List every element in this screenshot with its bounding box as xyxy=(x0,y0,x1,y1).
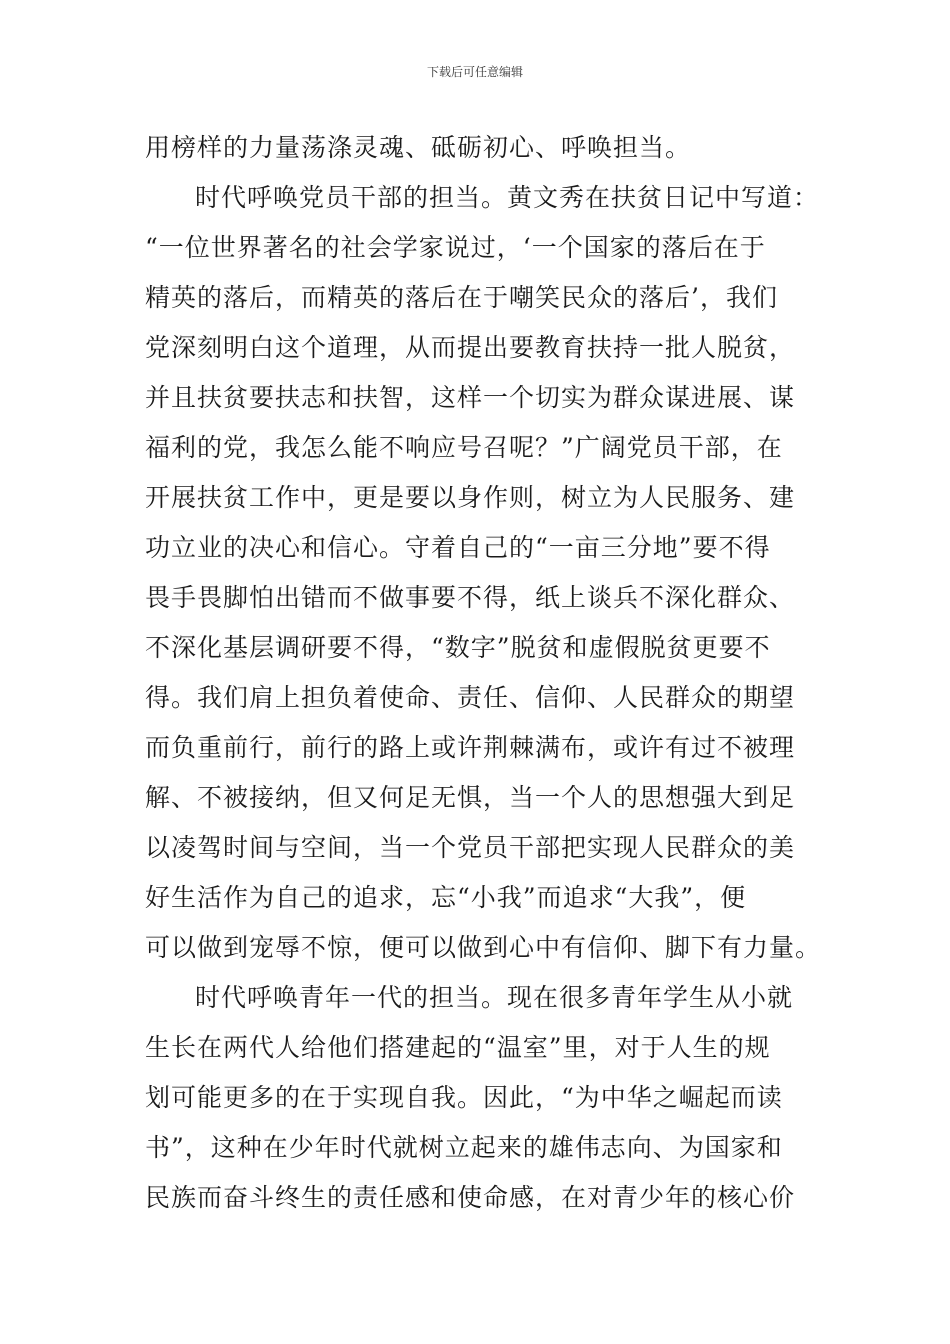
page-header-note: 下载后可任意编辑 xyxy=(426,65,523,79)
text-line: 福利的党，我怎么能不响应号召呢？”广阔党员干部，在 xyxy=(145,433,783,462)
text-line: 畏手畏脚怕出错而不做事要不得，纸上谈兵不深化群众、 xyxy=(145,583,796,612)
paragraph-start-line: 时代呼唤党员干部的担当。黄文秀在扶贫日记中写道： xyxy=(195,183,820,212)
text-line: 好生活作为自己的追求，忘“小我”而追求“大我”，便 xyxy=(145,883,747,912)
text-line: 功立业的决心和信心。守着自己的“一亩三分地”要不得 xyxy=(145,533,771,562)
text-line: 书”，这种在少年时代就树立起来的雄伟志向、为国家和 xyxy=(145,1133,783,1162)
text-line: 不深化基层调研要不得，“数字”脱贫和虚假脱贫更要不 xyxy=(145,633,771,662)
text-line: 并且扶贫要扶志和扶智，这样一个切实为群众谋进展、谋 xyxy=(145,383,796,412)
text-line: 党深刻明白这个道理，从而提出要教育扶持一批人脱贫， xyxy=(145,333,796,362)
text-line: 得。我们肩上担负着使命、责任、信仰、人民群众的期望 xyxy=(145,683,796,712)
paragraph-start-line: 时代呼唤青年一代的担当。现在很多青年学生从小就 xyxy=(195,983,794,1012)
text-line: 生长在两代人给他们搭建起的“温室”里，对于人生的规 xyxy=(145,1033,771,1062)
text-line: 可以做到宠辱不惊，便可以做到心中有信仰、脚下有力量。 xyxy=(145,933,822,962)
text-line: 以凌驾时间与空间，当一个党员干部把实现人民群众的美 xyxy=(145,833,796,862)
text-line: 用榜样的力量荡涤灵魂、砥砺初心、呼唤担当。 xyxy=(145,133,692,162)
text-line: 划可能更多的在于实现自我。因此，“为中华之崛起而读 xyxy=(145,1083,783,1112)
text-line: “一位世界著名的社会学家说过，‘一个国家的落后在于 xyxy=(145,233,766,262)
text-line: 开展扶贫工作中，更是要以身作则，树立为人民服务、建 xyxy=(145,483,796,512)
text-line: 而负重前行，前行的路上或许荆棘满布，或许有过不被理 xyxy=(145,733,796,762)
text-line: 民族而奋斗终生的责任感和使命感，在对青少年的核心价 xyxy=(145,1183,796,1212)
text-line: 解、不被接纳，但又何足无惧，当一个人的思想强大到足 xyxy=(145,783,796,812)
text-line: 精英的落后，而精英的落后在于嘲笑民众的落后’，我们 xyxy=(145,283,778,312)
